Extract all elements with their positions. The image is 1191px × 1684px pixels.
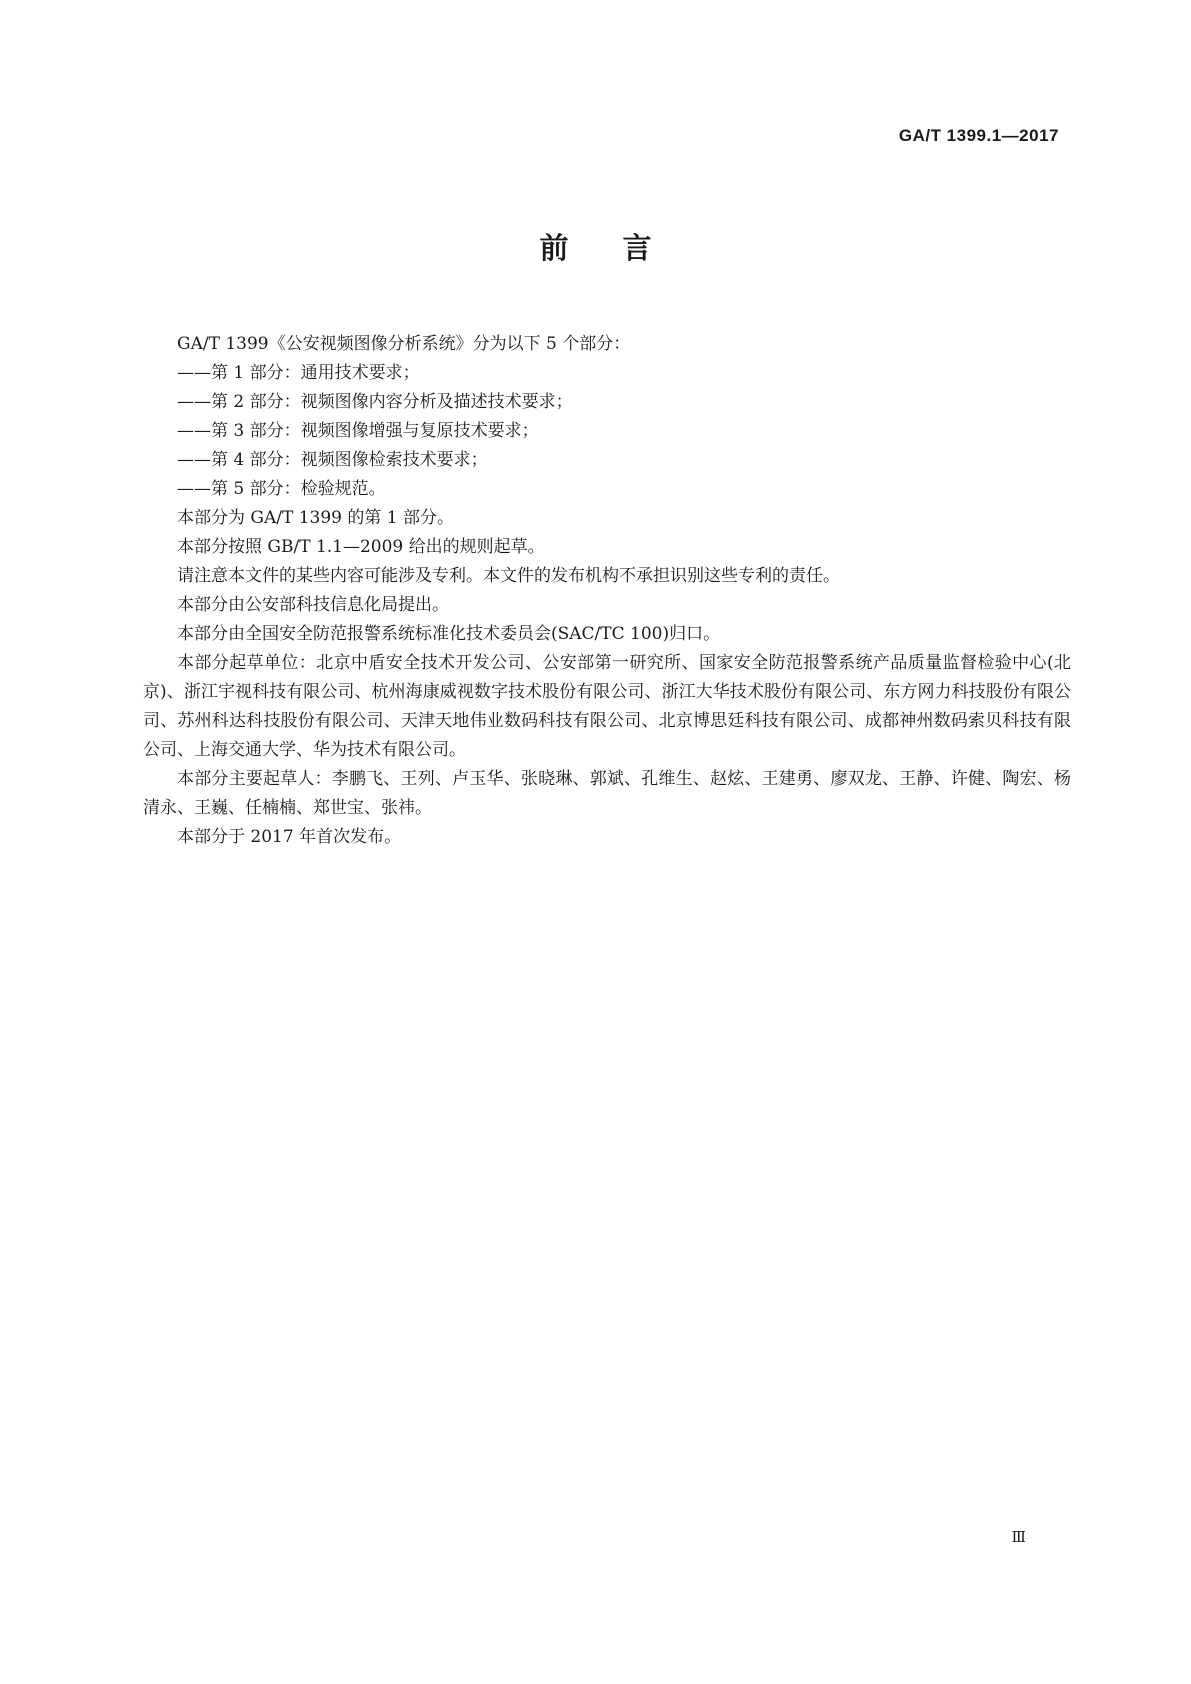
page-title: 前言	[539, 231, 706, 265]
document-body	[143, 330, 1071, 852]
drafters-paragraph: 本部分主要起草人：李鹏飞、王列、卢玉华、张晓琳、郭斌、孔维生、赵炫、王建勇、廖双龙、王静、许健、陶宏、杨清永、王巍、任楠楠、郑世宝、张祎。	[143, 769, 1071, 818]
part-statement-paragraph: 本部分为 GA/T 1399 的第 1 部分。	[177, 508, 455, 528]
drafting-units-paragraph: 本部分起草单位：北京中盾安全技术开发公司、公安部第一研究所、国家安全防范报警系统产品质量监督检验中心(北京)、浙江宇视科技有限公司、杭州海康威视数字技术股份有限公司、浙江大华技术股份有限公司、东方网力科技股份有限公司、苏州科达科技股份有限公司、天津天地伟业数码科技有限公司、北京博思廷科技有限公司、成都神州数码索贝科技有限公司、上海交通大学、华为技术有限公司。	[143, 653, 1071, 760]
part-list-item-2: ——第 2 部分：视频图像内容分析及描述技术要求；	[177, 392, 573, 412]
intro-paragraph: GA/T 1399《公安视频图像分析系统》分为以下 5 个部分：	[177, 334, 631, 354]
patent-notice-paragraph: 请注意本文件的某些内容可能涉及专利。本文件的发布机构不承担识别这些专利的责任。	[177, 566, 840, 586]
drafting-rules-paragraph: 本部分按照 GB/T 1.1—2009 给出的规则起草。	[177, 537, 545, 557]
proposer-paragraph: 本部分由公安部科技信息化局提出。	[177, 595, 449, 615]
committee-paragraph: 本部分由全国安全防范报警系统标准化技术委员会(SAC/TC 100)归口。	[177, 624, 721, 644]
part-list-item-1: ——第 1 部分：通用技术要求；	[177, 363, 420, 383]
first-release-paragraph: 本部分于 2017 年首次发布。	[177, 827, 402, 847]
page-number: Ⅲ	[1011, 1528, 1027, 1546]
part-list-item-3: ——第 3 部分：视频图像增强与复原技术要求；	[177, 421, 539, 441]
part-list-item-5: ——第 5 部分：检验规范。	[177, 479, 386, 499]
standard-number: GA/T 1399.1—2017	[898, 126, 1059, 145]
part-list-item-4: ——第 4 部分：视频图像检索技术要求；	[177, 450, 488, 470]
